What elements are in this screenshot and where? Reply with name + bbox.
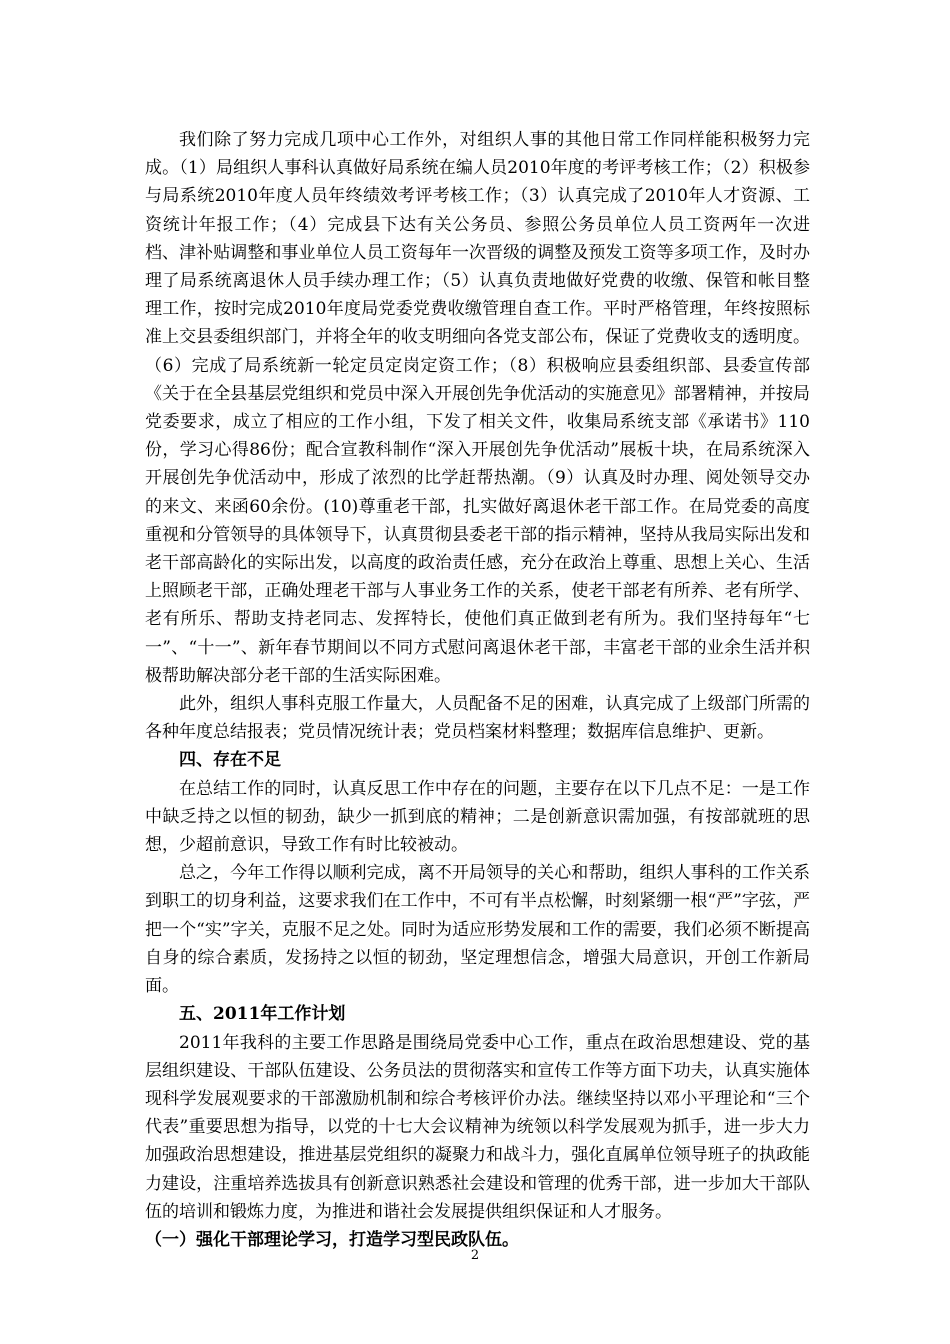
page-number: 2 xyxy=(470,1248,480,1263)
paragraph-work-plan: 2011年我科的主要工作思路是围绕局党委中心工作，重点在政治思想建设、党的基层组织建设、干部队伍建设、公务员法的贯彻落实和宣传工作等方面下功夫，认真实施体现科学发展观要求的干部激励机制和综合考核评价办法。继续坚持以邓小平理论和“三个代表”重要思想为指导，以党的十七大会议精神为统领以科学发展观为抓手，进一步大力加强政治思想建设，推进基层党组织的凝聚力和战斗力，强化直属单位领导班子的执政能力建设，注重培养选拔具有创新意识熟悉社会建设和管理的优秀干部，进一步加大干部队伍的培训和锻炼力度，为推进和谐社会发展提供组织保证和人才服务。 xyxy=(145,1032,810,1222)
paragraph-shortcomings: 在总结工作的同时，认真反思工作中存在的问题，主要存在以下几点不足：一是工作中缺乏持之以恒的韧劲，缺少一抓到底的精神；二是创新意识需加强，有按部就班的思想，少超前意识，导致工作有时比较被动。 xyxy=(145,778,810,856)
paragraph-summary: 总之，今年工作得以顺利完成，离不开局领导的关心和帮助，组织人事科的工作关系到职工的切身利益，这要求我们在工作中，不可有半点松懈，时刻紧绷一根“严”字弦，严把一个“实”字关，克服不足之处。同时为适应形势发展和工作的需要，我们必须不断提高自身的综合素质，发扬持之以恒的韧劲，坚定理想信念，增强大局意识，开创工作新局面。 xyxy=(145,863,810,997)
document-body xyxy=(145,126,810,1254)
paragraph-daily-work: 我们除了努力完成几项中心工作外，对组织人事的其他日常工作同样能积极努力完成。（1）局组织人事科认真做好局系统在编人员2010年度的考评考核工作；（2）积极参与局系统2010年度人员年终绩效考评考核工作；（3）认真完成了2010年人才资源、工资统计年报工作；（4）完成县下达有关公务员、参照公务员单位人员工资两年一次进档、津补贴调整和事业单位人员工资每年一次晋级的调整及预发工资等多项工作，及时办理了局系统离退休人员手续办理工作；（5）认真负责地做好党费的收缴、保管和帐目整理工作，按时完成2010年度局党委党费收缴管理自查工作。平时严格管理，年终按照标准上交县委组织部门，并将全年的收支明细向各党支部公布，保证了党费收支的透明度。（6）完成了局系统新一轮定员定岗定资工作；（8）积极响应县委组织部、县委宣传部《关于在全县基层党组织和党员中深入开展创先争优活动的实施意见》部署精神，并按局党委要求，成立了相应的工作小组，下发了相关文件，收集局系统支部《承诺书》110份，学习心得86份；配合宣教科制作“深入开展创先争优活动”展板十块，在局系统深入开展创先争优活动中，形成了浓烈的比学赶帮热潮。（9）认真及时办理、阅处领导交办的来文、来函60余份。(10)尊重老干部，扎实做好离退休老干部工作。在局党委的高度重视和分管领导的具体领导下，认真贯彻县委老干部的指示精神，坚持从我局实际出发和老干部高龄化的实际出发，以高度的政治责任感，充分在政治上尊重、思想上关心、生活上照顾老干部，正确处理老干部与人事业务工作的关系，使老干部老有所养、老有所学、老有所乐、帮助支持老同志、发挥特长，使他们真正做到老有所为。我们坚持每年“七一”、“十一”、新年春节期间以不同方式慰问离退休老干部，丰富老干部的业余生活并积极帮助解决部分老干部的生活实际困难。 xyxy=(145,130,810,686)
subsection-heading-theory-study: （一）强化干部理论学习，打造学习型民政队伍。 xyxy=(145,1229,519,1250)
section-heading-shortcomings: 四、存在不足 xyxy=(179,750,281,771)
paragraph-additional-work: 此外，组织人事科克服工作量大，人员配备不足的困难，认真完成了上级部门所需的各种年度总结报表；党员情况统计表；党员档案材料整理；数据库信息维护、更新。 xyxy=(145,694,810,743)
section-heading-work-plan: 五、2011年工作计划 xyxy=(179,1004,346,1025)
